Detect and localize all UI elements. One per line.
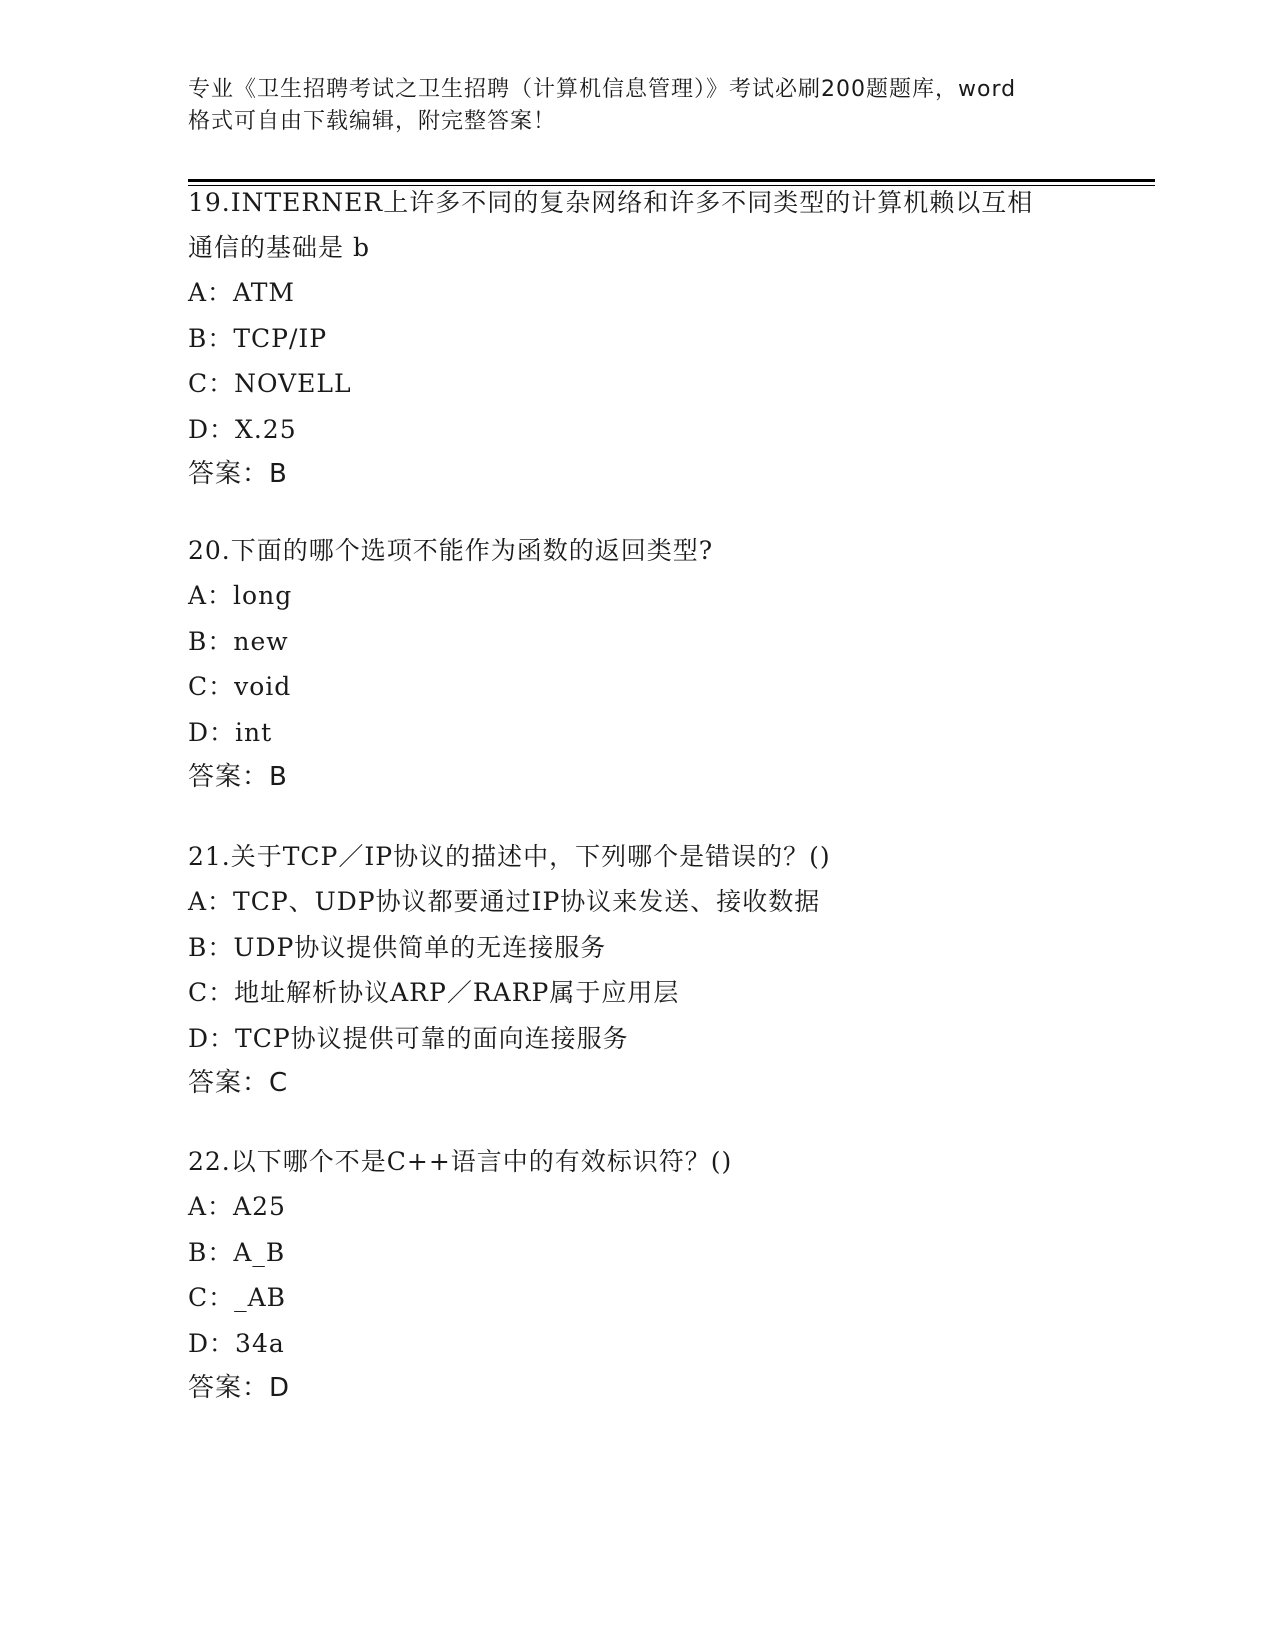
option-b: B：new [188, 626, 289, 656]
question-21 [188, 834, 1088, 1106]
question-stem-line-1: 20.下面的哪个选项不能作为函数的返回类型? [188, 536, 714, 565]
answer-text: 答案：B [188, 762, 288, 792]
question-22 [188, 1139, 1088, 1411]
option-b: B：UDP协议提供简单的无连接服务 [188, 932, 607, 962]
question-stem-line-2: 通信的基础是 b [188, 233, 370, 262]
option-a: A：long [188, 581, 293, 610]
header-line-2: 格式可自由下载编辑，附完整答案！ [188, 109, 557, 134]
question-stem-line-1: 21.关于TCP／IP协议的描述中，下列哪个是错误的？() [188, 842, 831, 871]
option-b: B：TCP/IP [188, 323, 328, 353]
option-a: A：ATM [188, 278, 296, 307]
question-stem-line-1: 19.INTERNER上许多不同的复杂网络和许多不同类型的计算机赖以互相 [188, 188, 1034, 217]
option-c: C：_AB [188, 1283, 287, 1312]
question-stem-line-1: 22.以下哪个不是C++语言中的有效标识符？() [188, 1147, 733, 1176]
option-d: D：TCP协议提供可靠的面向连接服务 [188, 1023, 629, 1053]
header-line-1: 专业《卫生招聘考试之卫生招聘（计算机信息管理）》考试必刷200题题库，word [188, 77, 1017, 102]
option-d: D：X.25 [188, 414, 297, 444]
option-a: A：A25 [188, 1192, 286, 1221]
option-d: D：34a [188, 1328, 285, 1358]
option-c: C：NOVELL [188, 369, 352, 398]
option-c: C：void [188, 672, 292, 701]
question-19 [188, 180, 1088, 497]
option-b: B：A_B [188, 1237, 286, 1267]
answer-text: 答案：C [188, 1068, 289, 1098]
document-header [188, 74, 1088, 138]
option-c: C：地址解析协议ARP／RARP属于应用层 [188, 978, 680, 1007]
question-20 [188, 528, 1088, 800]
answer-text: 答案：B [188, 459, 288, 489]
answer-text: 答案：D [188, 1373, 291, 1403]
option-d: D：int [188, 717, 273, 747]
option-a: A：TCP、UDP协议都要通过IP协议来发送、接收数据 [188, 887, 821, 916]
